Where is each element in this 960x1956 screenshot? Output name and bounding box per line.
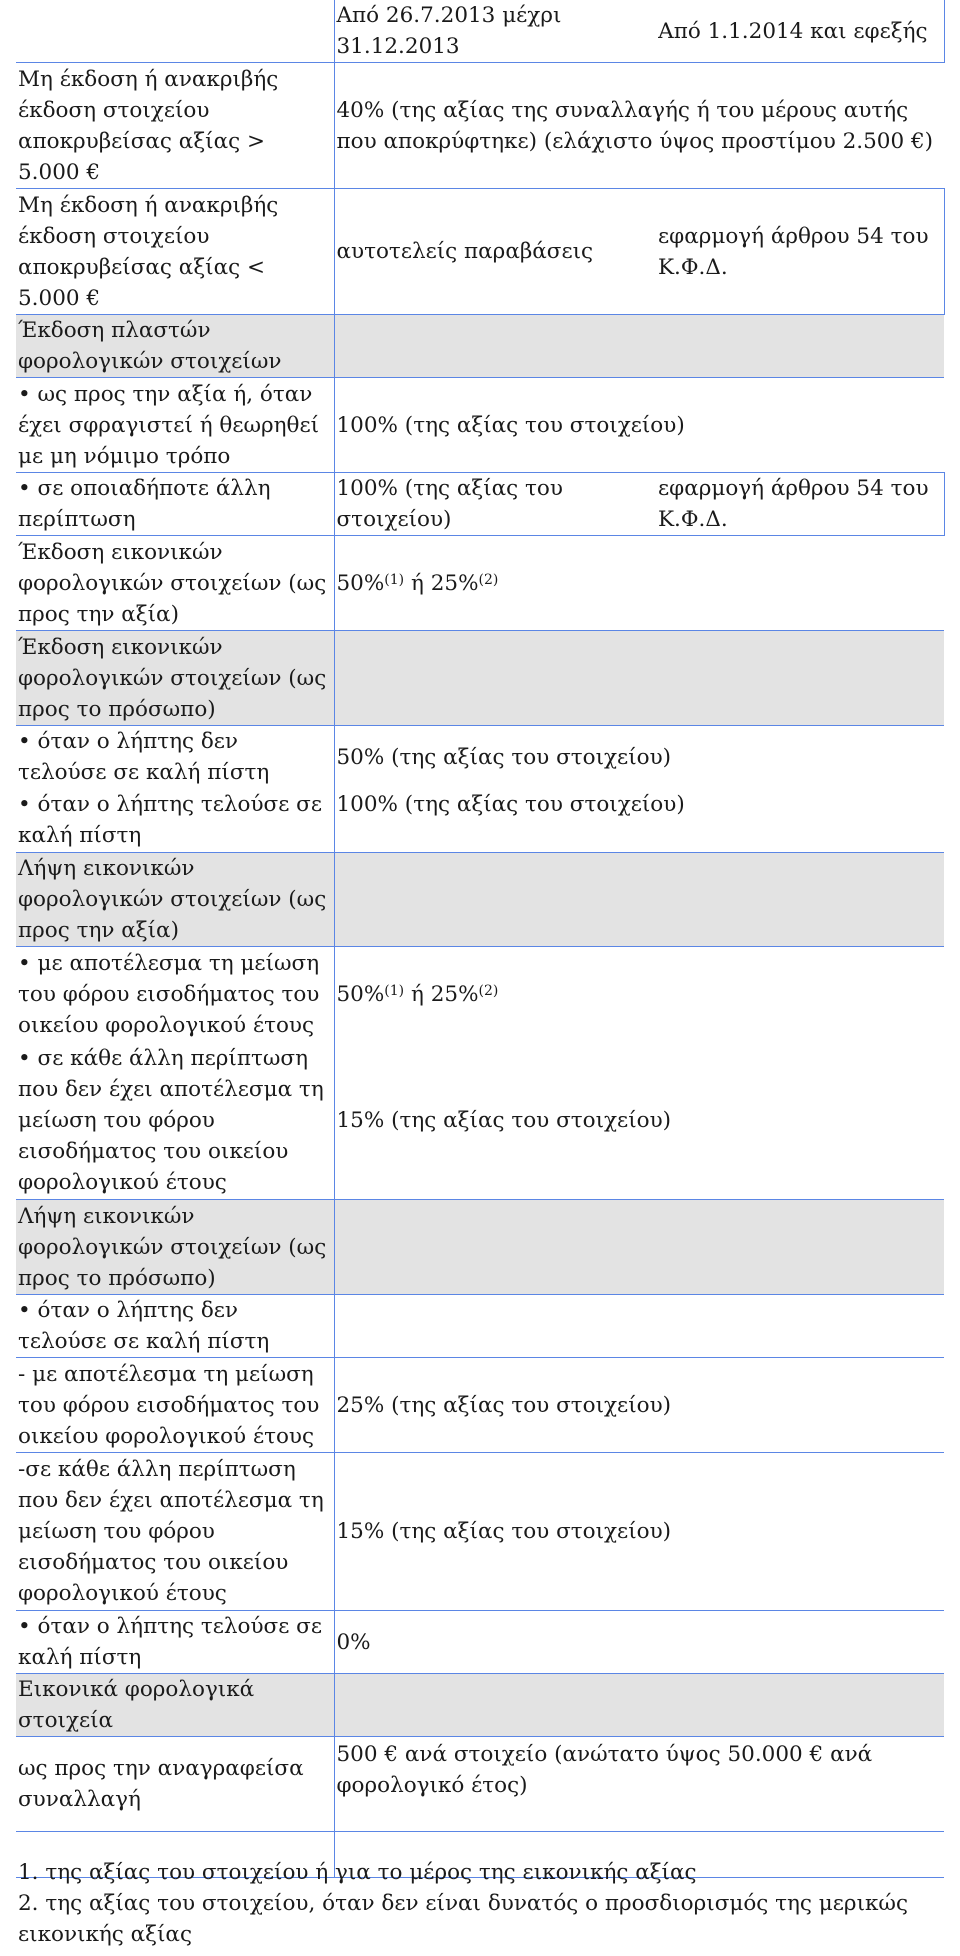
row-penalty [334, 947, 944, 1042]
section-label: Λήψη εικονικών φορολογικών στοιχείων (ως προς το πρόσωπο) [16, 1200, 334, 1295]
footnote-ref-1: (1) [384, 572, 405, 588]
row-penalty: 40% (της αξίας της συναλλαγής ή του μέρους αυτής που αποκρύφτηκε) (ελάχιστο ύψος προστίμου 2.500 €) [334, 63, 944, 189]
section-label: Έκδοση εικονικών φορολογικών στοιχείων (ως προς το πρόσωπο) [16, 631, 334, 726]
section-row [16, 315, 944, 378]
row-penalty: 500 € ανά στοιχείο (ανώτατο ύψος 50.000 € ανά φορολογικό έτος) [334, 1737, 944, 1832]
section-row [16, 1674, 944, 1737]
header-empty-cell [16, 0, 334, 63]
penalty-rate-b: 25% [430, 571, 479, 596]
footnotes [18, 1857, 938, 1950]
row-label: Μη έκδοση ή ανακριβής έκδοση στοιχείου αποκρυβείσας αξίας > 5.000 € [16, 63, 334, 189]
footnote-1: 1. της αξίας του στοιχείου ή για το μέρος της εικονικής αξίας [18, 1860, 697, 1885]
row-penalty-2014: εφαρμογή άρθρου 54 του Κ.Φ.Δ. [656, 189, 944, 315]
footnote-2: 2. της αξίας του στοιχείου, όταν δεν είναι δυνατός ο προσδιορισμός της μερικώς εικονικής αξίας [18, 1891, 909, 1947]
row-label: Έκδοση εικονικών φορολογικών στοιχείων (ως προς την αξία) [16, 536, 334, 631]
section-label: Εικονικά φορολογικά στοιχεία [16, 1674, 334, 1737]
row-penalty: 100% (της αξίας του στοιχείου) [334, 789, 944, 853]
row-label: • με αποτέλεσμα τη μείωση του φόρου εισοδήματος του οικείου φορολογικού έτους [16, 947, 334, 1042]
table-row [16, 1358, 944, 1453]
row-label: • όταν ο λήπτης δεν τελούσε σε καλή πίστη [16, 726, 334, 789]
footnote-ref-2: (2) [478, 983, 499, 999]
table-row [16, 789, 944, 853]
table-row [16, 726, 944, 789]
row-label: • ως προς την αξία ή, όταν έχει σφραγιστεί ή θεωρηθεί με μη νόμιμο τρόπο [16, 378, 334, 473]
section-row [16, 631, 944, 726]
row-penalty: 50% (της αξίας του στοιχείου) [334, 726, 944, 789]
table-row [16, 1453, 944, 1611]
header-row [16, 0, 944, 63]
penalty-rate-b: 25% [430, 982, 479, 1007]
row-label: - με αποτέλεσμα τη μείωση του φόρου εισοδήματος του οικείου φορολογικού έτους [16, 1358, 334, 1453]
footnote-ref-2: (2) [478, 572, 499, 588]
row-penalty: 25% (της αξίας του στοιχείου) [334, 1358, 944, 1453]
row-label: • όταν ο λήπτης τελούσε σε καλή πίστη [16, 789, 334, 853]
section-label: Λήψη εικονικών φορολογικών στοιχείων (ως προς την αξία) [16, 853, 334, 947]
penalty-or: ή [410, 982, 424, 1007]
row-label: • σε κάθε άλλη περίπτωση που δεν έχει αποτέλεσμα τη μείωση του φόρου εισοδήματος του οικείου φορολογικού έτους [16, 1042, 334, 1200]
section-empty [334, 631, 944, 726]
row-label: -σε κάθε άλλη περίπτωση που δεν έχει αποτέλεσμα τη μείωση του φόρου εισοδήματος του οικείου φορολογικού έτους [16, 1453, 334, 1611]
row-penalty [334, 536, 944, 631]
row-penalty: 15% (της αξίας του στοιχείου) [334, 1453, 944, 1611]
penalty-rate-a: 50% [336, 982, 385, 1007]
row-label: • σε οποιαδήποτε άλλη περίπτωση [16, 473, 334, 536]
row-penalty: 100% (της αξίας του στοιχείου) [334, 473, 656, 536]
table-row [16, 1737, 944, 1832]
section-row [16, 853, 944, 947]
section-label: Έκδοση πλαστών φορολογικών στοιχείων [16, 315, 334, 378]
table-row [16, 1295, 944, 1358]
table-row [16, 189, 944, 315]
row-label: ως προς την αναγραφείσα συναλλαγή [16, 1737, 334, 1832]
header-period-1: Από 26.7.2013 μέχρι 31.12.2013 [334, 0, 656, 63]
section-empty [334, 1200, 944, 1295]
row-label: • όταν ο λήπτης δεν τελούσε σε καλή πίστη [16, 1295, 334, 1358]
section-empty [334, 1674, 944, 1737]
table-row [16, 378, 944, 473]
row-label: Μη έκδοση ή ανακριβής έκδοση στοιχείου αποκρυβείσας αξίας < 5.000 € [16, 189, 334, 315]
row-penalty-2014: εφαρμογή άρθρου 54 του Κ.Φ.Δ. [656, 473, 944, 536]
penalty-rate-a: 50% [336, 571, 385, 596]
penalty-table [16, 0, 945, 1878]
table-row [16, 1042, 944, 1200]
row-penalty-empty [334, 1295, 944, 1358]
row-penalty: 100% (της αξίας του στοιχείου) [334, 378, 944, 473]
penalty-or: ή [410, 571, 424, 596]
table-row [16, 947, 944, 1042]
section-empty [334, 315, 944, 378]
table-row [16, 536, 944, 631]
footnote-ref-1: (1) [384, 983, 405, 999]
table-row [16, 63, 944, 189]
row-label: • όταν ο λήπτης τελούσε σε καλή πίστη [16, 1611, 334, 1674]
table-row [16, 473, 944, 536]
row-penalty: 0% [334, 1611, 944, 1674]
section-row [16, 1200, 944, 1295]
row-penalty: αυτοτελείς παραβάσεις [334, 189, 656, 315]
row-penalty: 15% (της αξίας του στοιχείου) [334, 1042, 944, 1200]
table-row [16, 1611, 944, 1674]
section-empty [334, 853, 944, 947]
header-period-2: Από 1.1.2014 και εφεξής [656, 0, 944, 63]
